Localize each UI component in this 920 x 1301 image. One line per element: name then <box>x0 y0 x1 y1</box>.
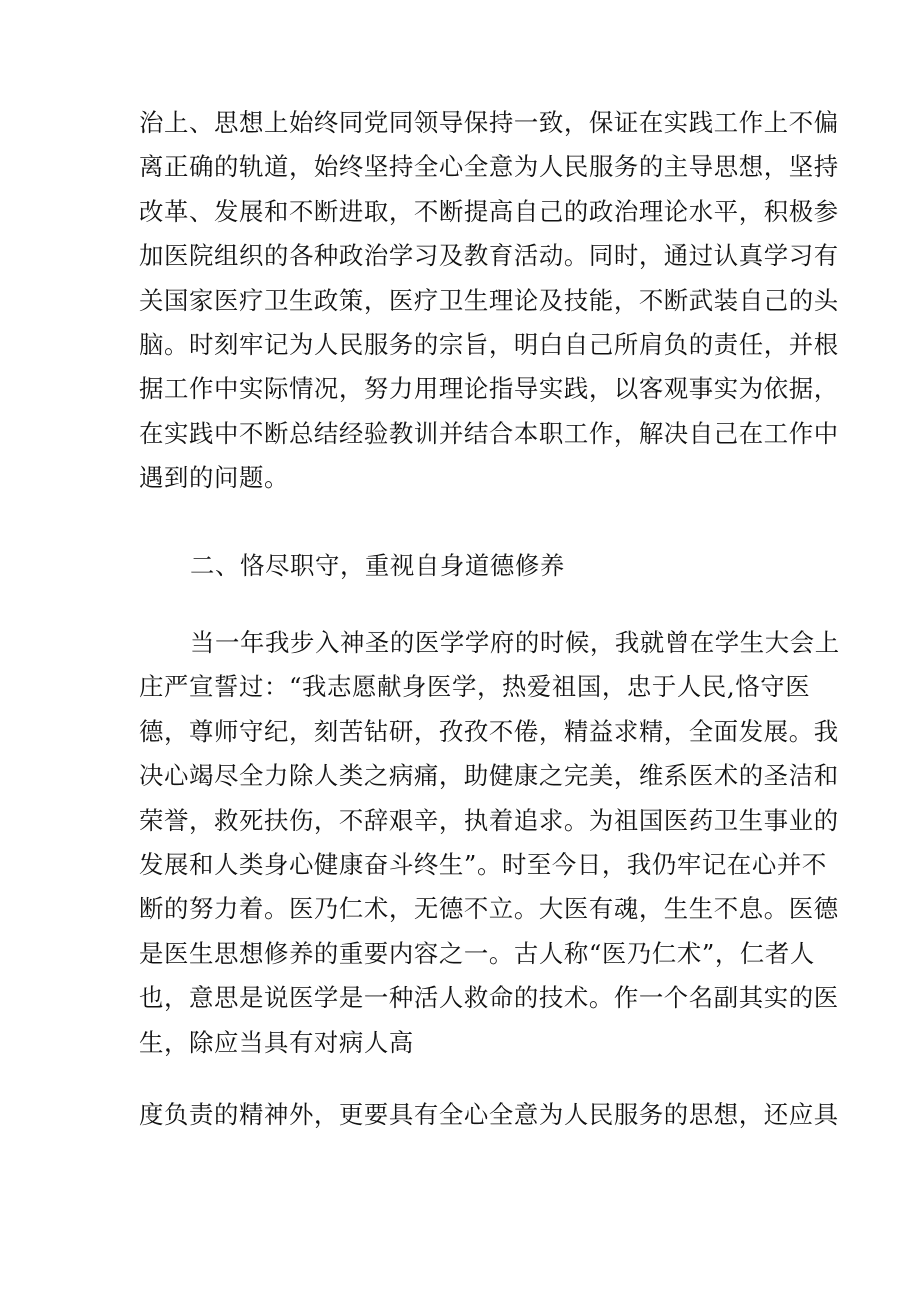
text-line: 荣誉，救死扶伤，不辞艰辛，执着追求。为祖国医药卫生事业的 <box>139 805 839 835</box>
text-line: 也，意思是说医学是一种活人救命的技术。作一个名副其实的医 <box>139 983 839 1013</box>
text-line: 庄严宣誓过：“我志愿献身医学，热爱祖国，忠于人民,恪守医 <box>139 672 811 702</box>
text-line: 离正确的轨道，始终坚持全心全意为人民服务的主导思想，坚持 <box>139 152 839 182</box>
section-heading <box>139 544 799 588</box>
text-line: 度负责的精神外，更要具有全心全意为人民服务的思想，还应具 <box>139 1100 839 1129</box>
text-line: 治上、思想上始终同党同领导保持一致，保证在实践工作上不偏 <box>139 108 839 137</box>
text-line: 遇到的问题。 <box>139 463 289 493</box>
text-line: 脑。时刻牢记为人民服务的宗旨，明白自己所肩负的责任，并根 <box>139 330 839 360</box>
paragraph-continuation <box>139 1093 839 1137</box>
text-line: 生，除应当具有对病人高 <box>139 1027 414 1057</box>
paragraph-medical-ethics <box>139 621 840 1065</box>
text-line: 发展和人类身心健康奋斗终生”。时至今日，我仍牢记在心并不 <box>139 850 827 880</box>
text-line: 决心竭尽全力除人类之病痛，助健康之完美，维系医术的圣洁和 <box>139 761 839 791</box>
text-line: 是医生思想修养的重要内容之一。古人称“医乃仁术”，仁者人 <box>139 938 815 968</box>
section-heading-text: 二、恪尽职守，重视自身道德修养 <box>190 551 565 580</box>
text-line: 德，尊师守纪，刻苦钻研，孜孜不倦，精益求精，全面发展。我 <box>139 716 839 746</box>
text-line: 关国家医疗卫生政策，医疗卫生理论及技能，不断武装自己的头 <box>139 285 839 315</box>
text-line: 断的努力着。医乃仁术，无德不立。大医有魂，生生不息。医德 <box>139 894 839 924</box>
paragraph-political-study <box>139 101 839 501</box>
text-line: 改革、发展和不断进取，不断提高自己的政治理论水平，积极参 <box>139 196 839 226</box>
text-line: 据工作中实际情况，努力用理论指导实践，以客观事实为依据， <box>139 374 839 404</box>
text-line: 加医院组织的各种政治学习及教育活动。同时，通过认真学习有 <box>139 241 839 271</box>
text-line: 在实践中不断总结经验教训并结合本职工作，解决自己在工作中 <box>139 418 839 448</box>
text-line: 当一年我步入神圣的医学学府的时候，我就曾在学生大会上 <box>190 628 840 657</box>
